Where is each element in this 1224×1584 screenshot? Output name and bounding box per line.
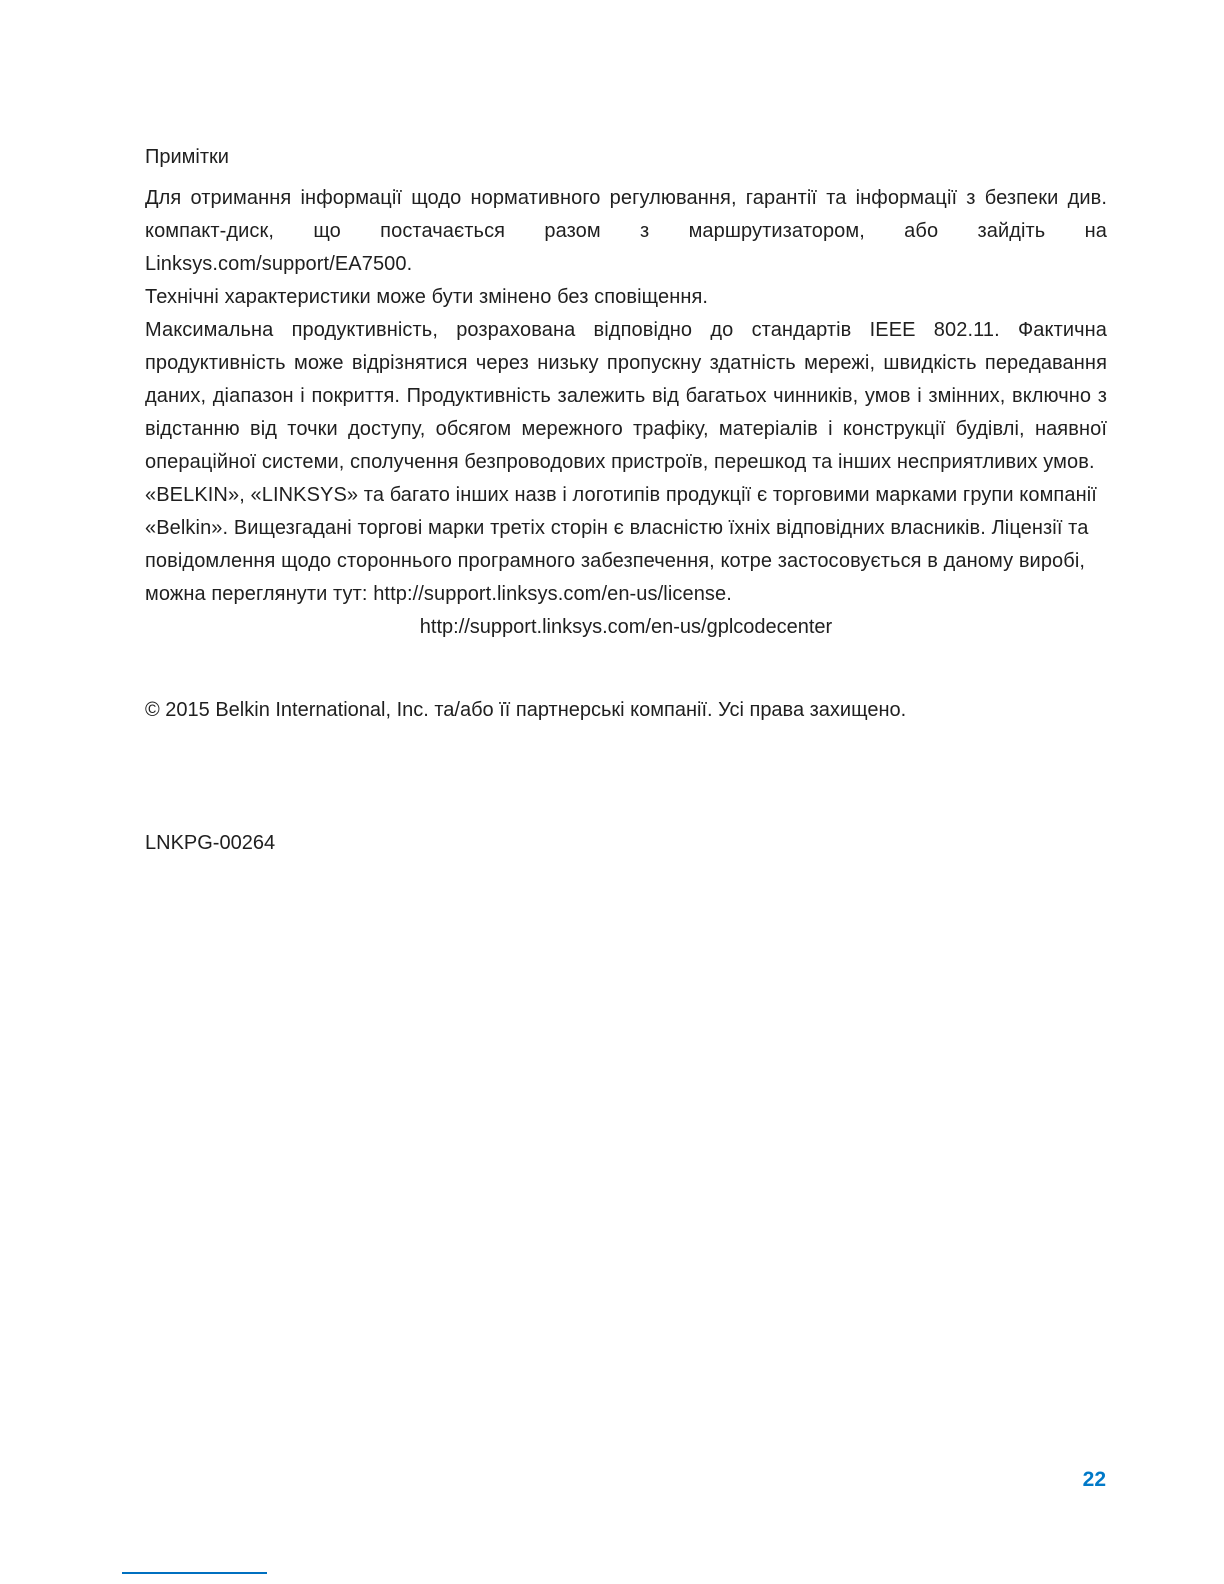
notes-heading: Примітки bbox=[145, 146, 229, 168]
part-number: LNKPG-00264 bbox=[145, 832, 276, 854]
regulatory-info-paragraph: Для отримання інформації щодо нормативного регулювання, гарантії та інформації з безпеки див. компакт-диск, що постачається разом з маршрутизатором, або зайдіть на Linksys.com/support/EA7500. bbox=[145, 187, 1107, 275]
trademark-paragraph: «BELKIN», «LINKSYS» та багато інших назв і логотипів продукції є торговими марками групи компанії «Belkin». Вищезгадані торгові марки третіх сторін є власністю їхніх відповідних власників. Ліцензії та повідомлення щодо стороннього програмного забезпечення, котре застосовується в даному виробі, можна переглянути тут: http://support.linksys.com/en-us/license. bbox=[145, 484, 1097, 605]
gpl-code-center-link: http://support.linksys.com/en-us/gplcodecenter bbox=[419, 616, 833, 638]
page-content bbox=[145, 144, 1107, 880]
copyright-notice: © 2015 Belkin International, Inc. та/або її партнерські компанії. Усі права захищено. bbox=[145, 699, 907, 721]
specs-change-paragraph: Технічні характеристики може бути змінено без сповіщення. bbox=[145, 286, 709, 308]
footer-link-rule bbox=[122, 1572, 267, 1574]
performance-disclaimer-paragraph: Максимальна продуктивність, розрахована відповідно до стандартів IEEE 802.11. Фактична продуктивність може відрізнятися через низьку пропускну здатність мережі, швидкість передавання даних, діапазон і покриття. Продуктивність залежить від багатьох чинників, умов і змінних, включно з відстанню від точки доступу, обсягом мережного трафіку, матеріалів і конструкції будівлі, наявної операційної системи, сполучення безпроводових пристроїв, перешкод та інших несприятливих умов. bbox=[145, 319, 1107, 473]
page-number: 22 bbox=[1082, 1468, 1106, 1491]
